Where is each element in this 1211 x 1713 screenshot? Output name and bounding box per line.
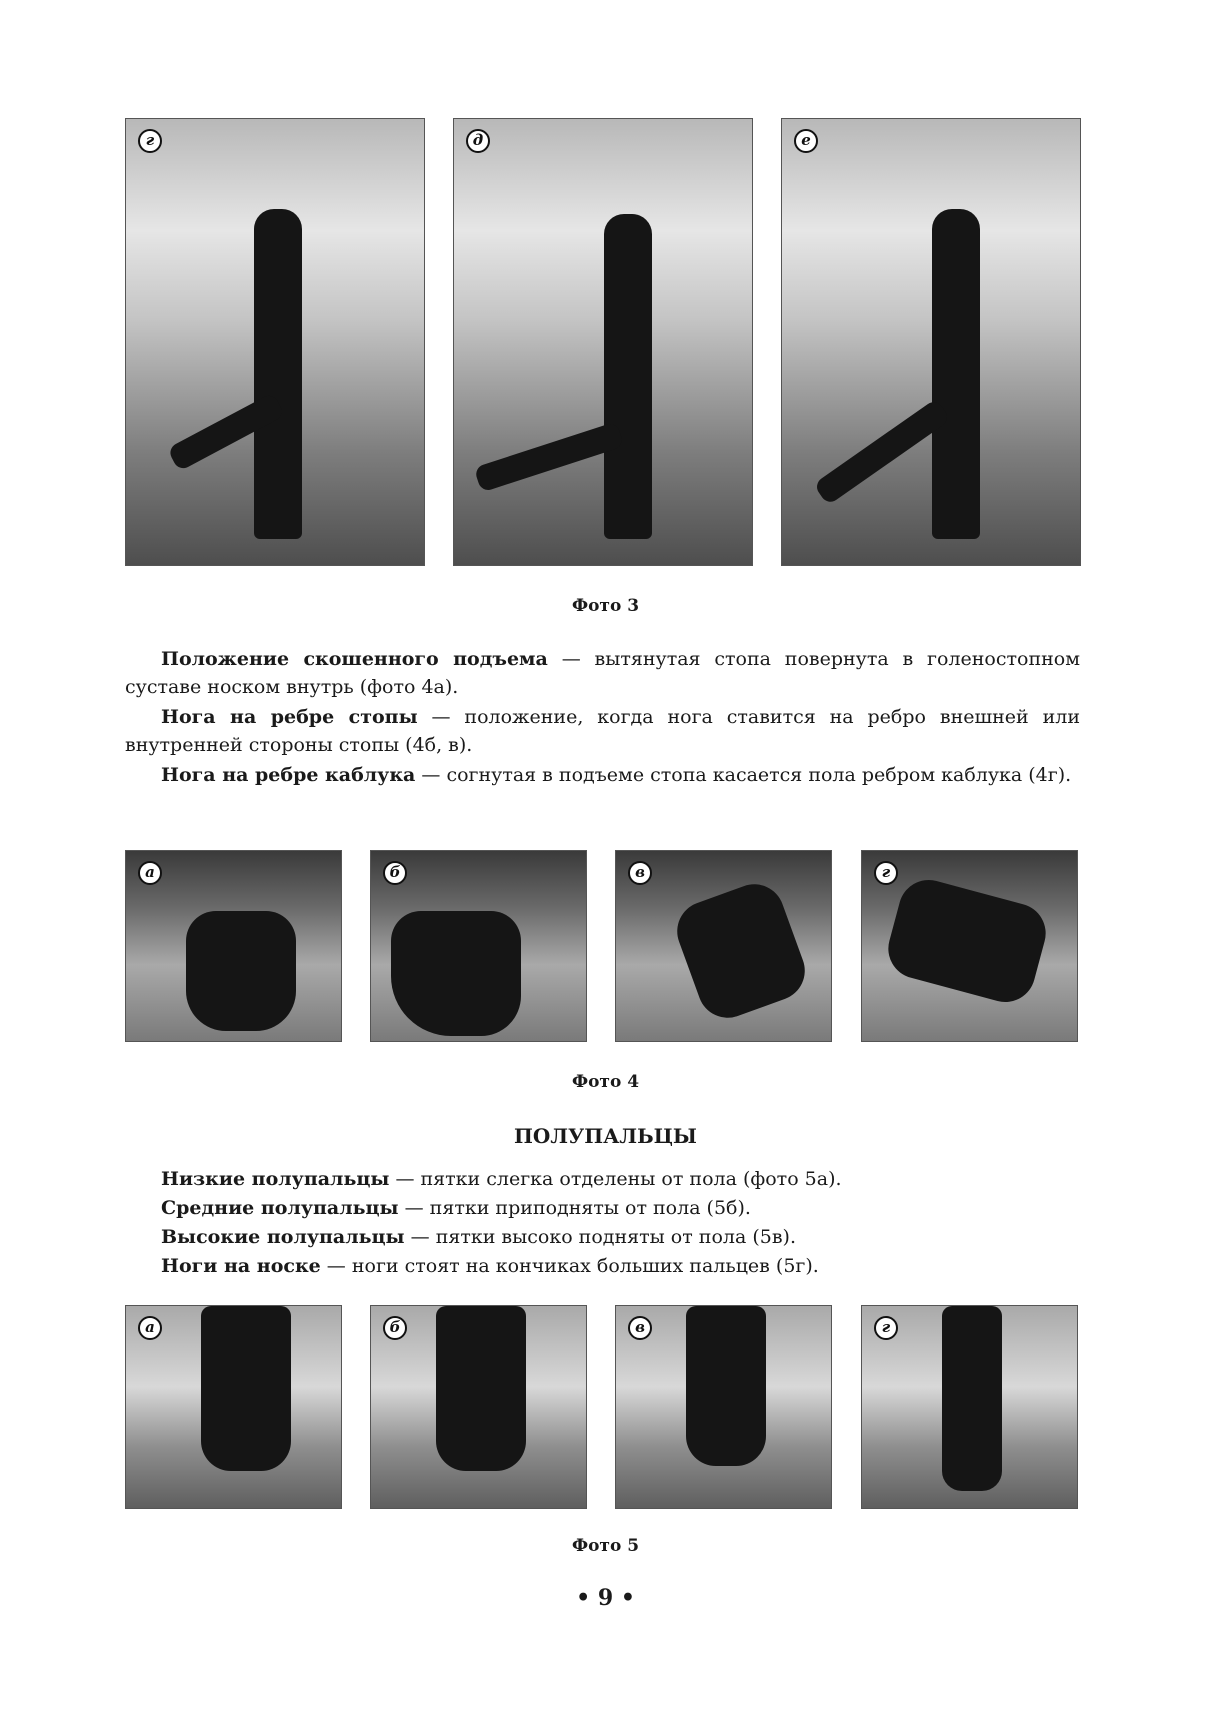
photo-label-badge: г	[138, 129, 162, 153]
photo-5a	[125, 1305, 342, 1509]
photo-3-caption: Фото 3	[571, 596, 640, 616]
photo-label-badge: в	[628, 861, 652, 885]
photo-label-badge: а	[138, 861, 162, 885]
photo-label-badge: г	[874, 861, 898, 885]
boots	[201, 1306, 291, 1471]
term: Низкие полупальцы	[161, 1168, 390, 1190]
definition: — согнутая в подъеме стопа касается пола ребром каблука (4г).	[415, 764, 1072, 786]
photo-label-badge: б	[383, 1316, 407, 1340]
paragraph-heel-edge	[125, 761, 1080, 789]
photo-5-caption: Фото 5	[571, 1536, 640, 1556]
photo-3g	[125, 118, 425, 566]
term: Нога на ребре стопы	[161, 706, 418, 728]
photo-label-badge: д	[466, 129, 490, 153]
definition: — пятки высоко подняты от пола (5в).	[404, 1226, 796, 1248]
photo-4v	[615, 850, 832, 1042]
demi-pointe-list	[161, 1165, 1081, 1281]
photo-label-badge: б	[383, 861, 407, 885]
photo-5v	[615, 1305, 832, 1509]
photo-label-badge: г	[874, 1316, 898, 1340]
photo-label-badge: е	[794, 129, 818, 153]
dancer-leg-extended	[813, 398, 951, 505]
boots	[942, 1306, 1002, 1491]
photo-label-badge: а	[138, 1316, 162, 1340]
term: Средние полупальцы	[161, 1197, 399, 1219]
term: Высокие полупальцы	[161, 1226, 405, 1248]
list-item	[161, 1165, 1081, 1194]
paragraph-foot-edge	[125, 703, 1080, 759]
photo-5b	[370, 1305, 587, 1509]
photo-5g	[861, 1305, 1078, 1509]
dancer-leg-extended	[474, 421, 625, 492]
photo-3d	[453, 118, 753, 566]
definition: — вытянутая стопа повернута в голеностопном суставе носком внутрь (фото 4а).	[125, 648, 1080, 698]
dancer-figure	[254, 209, 302, 539]
term: Нога на ребре каблука	[161, 764, 416, 786]
photo-4-caption: Фото 4	[571, 1072, 640, 1092]
photo-4g	[861, 850, 1078, 1042]
dancer-figure	[932, 209, 980, 539]
photo-4a	[125, 850, 342, 1042]
boot	[669, 876, 813, 1026]
list-item	[161, 1223, 1081, 1252]
page-number: • 9 •	[576, 1585, 635, 1611]
photo-4b	[370, 850, 587, 1042]
boot	[391, 911, 521, 1036]
list-item	[161, 1252, 1081, 1281]
list-item	[161, 1194, 1081, 1223]
term: Ноги на носке	[161, 1255, 321, 1277]
photo-label-badge: в	[628, 1316, 652, 1340]
boot	[882, 873, 1053, 1008]
definition: — пятки приподняты от пола (5б).	[398, 1197, 751, 1219]
paragraph-skewed-instep	[125, 645, 1080, 701]
definition: — ноги стоят на кончиках больших пальцев (5г).	[320, 1255, 819, 1277]
boots	[686, 1306, 766, 1466]
photo-3e	[781, 118, 1081, 566]
boots	[436, 1306, 526, 1471]
dancer-figure	[604, 214, 652, 539]
term: Положение скошенного подъема	[161, 648, 548, 670]
boot	[186, 911, 296, 1031]
definition: — положение, когда нога ставится на ребро внешней или внутренней стороны стопы (4б, в).	[125, 706, 1081, 756]
definition: — пятки слегка отделены от пола (фото 5а).	[389, 1168, 842, 1190]
section-heading: ПОЛУПАЛЬЦЫ	[514, 1124, 697, 1148]
